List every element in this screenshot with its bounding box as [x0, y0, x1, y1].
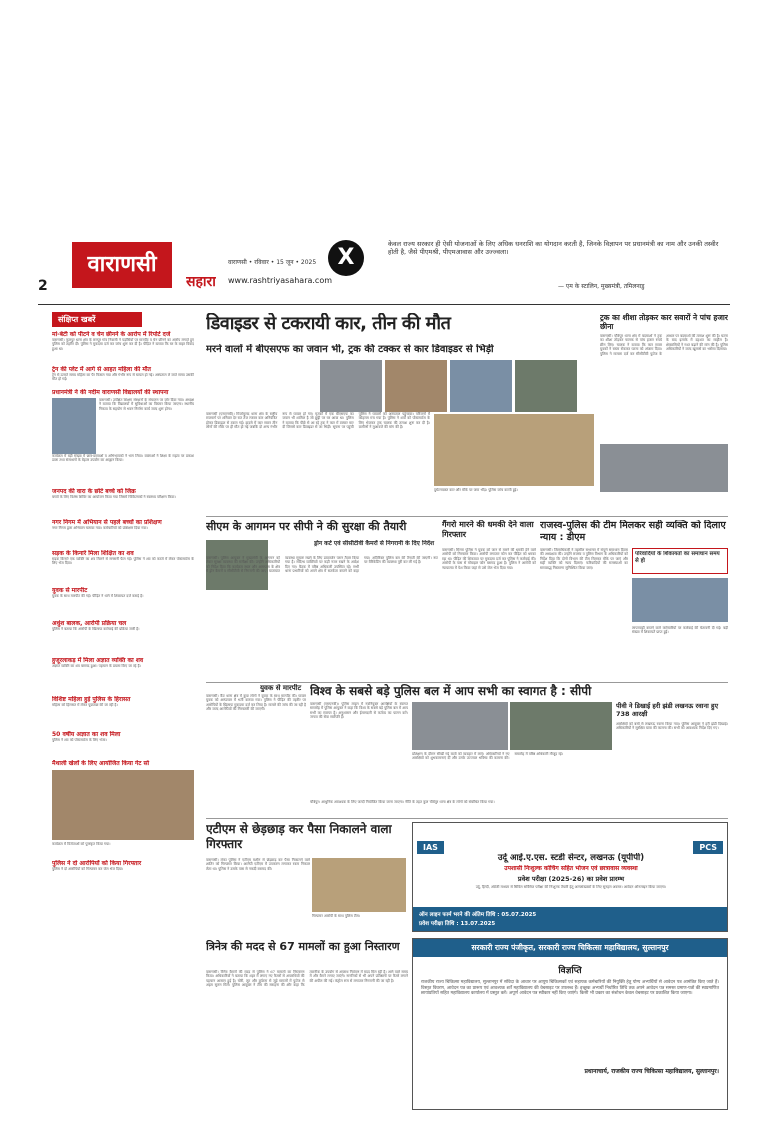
brief-text: पुलिस ने दो आरोपियों को गिरफ्तार कर जेल भेज दिया।: [52, 867, 124, 871]
story4-photo: [632, 578, 728, 622]
ad2-footer: प्रधानाचार्य, राजकीय राज्य चिकित्सा महाविद्यालय, सुल्तानपुर।: [584, 1068, 719, 1075]
side1-photo: [600, 444, 728, 492]
divider: [206, 682, 728, 683]
ad1-dates-band: [413, 907, 727, 931]
brief-photo: [52, 398, 96, 454]
story5-body: वाराणसी। कैंट थाना क्षेत्र में कुछ लोगों ने युवक के साथ मारपीट की। घायल युवक को अस्पताल में भर्ती कराया गया। पुलिस ने पीड़ित की तहरीर पर आरोपियों के खिलाफ मुकदमा दर्ज कर लिया है। मामले की जांच की जा रही है और जल्द आरोपियों की गिरफ्तारी की जाएगी।: [206, 694, 306, 712]
section-box: [72, 242, 172, 288]
brief-text: कार्यक्रम में विजेताओं को पुरस्कृत किया गया।: [52, 842, 111, 846]
brief-item: नगर निगम में अभियान से पहले बच्चों का प्रशिक्षण: [52, 519, 162, 526]
brief-text: बच्चों के लिए विशेष शिविर का आयोजन किया गया जिसमें चिकित्सकों ने स्वास्थ्य परीक्षण किया।: [52, 495, 176, 499]
brief-label-2: खबरें: [81, 315, 96, 324]
brief-item: 50 वर्षीय अज्ञात का शव मिला: [52, 731, 121, 738]
brief-text: कार्यक्रम में बड़ी संख्या में छात्र-छात्राओं व अभिभावकों ने भाग लिया। वक्ताओं ने शिक्षा के महत्व पर प्रकाश डाला तथा संसाधनों के बेहतर उपयोग का आह्वान किया।: [52, 454, 194, 463]
victim-photo: [450, 360, 512, 412]
lead-photo-row: [320, 360, 594, 412]
divider: [206, 516, 728, 517]
ad1-dates: ऑन लाइन फार्म भरने की अंतिम तिथि : 05.07.2025: [419, 912, 537, 918]
paper-logo: सहारा: [186, 274, 216, 290]
story8-body-a: वाराणसी। लंका पुलिस ने एटीएम मशीन से छेड़छाड़ कर पैसा निकालने वाले शातिर को गिरफ्तार किया। आरोपी एटीएम में उपकरण लगाकर रकम निकाल लेता था। पुलिस ने उसके पास से नकदी बरामद की।: [206, 858, 310, 871]
story4-body-a: वाराणसी। जिलाधिकारी ने तहसील सभागार में संपूर्ण समाधान दिवस की अध्यक्षता की। उन्होंने राजस्व व पुलिस विभाग के अधिकारियों को निर्देश दिया कि दोनों विभाग की टीम मिलकर मौके पर जाएं और सही व्यक्ति को न्याय दिलाएं। फरियादियों की समस्याओं का समयबद्ध निस्तारण सुनिश्चित किया जाए।: [540, 548, 628, 570]
brief-text: नगर निगम द्वारा अभियान चलाया गया। कर्मचारियों को प्रशिक्षण दिया गया।: [52, 526, 148, 530]
brief-photo-group: [52, 770, 194, 840]
x-logo-icon: X: [328, 240, 364, 276]
story2-subhead: ड्रोन कर्ट एवं सीसीटीवी कैमरों से निगरानी के दिए निर्देश: [314, 540, 435, 547]
lead-headline: डिवाइडर से टकरायी कार, तीन की मौत: [206, 313, 451, 334]
ad2-body: राजकीय राज्य चिकित्सा महाविद्यालय, सुल्तानपुर में संविदा के आधार पर आयुष चिकित्सकों एवं सहायक कर्मचारियों की नियुक्ति हेतु योग्य अभ्यर्थियों से आवेदन पत्र आमंत्रित किए जाते हैं। विस्तृत विवरण, आवेदन पत्र का प्रारूप एवं आवश्यक शर्तें महाविद्यालय की वेबसाइट पर उपलब्ध हैं। इच्छुक अभ्यर्थी निर्धारित तिथि तक अपने आवेदन पत्र समस्त प्रमाण-पत्रों की स्वप्रमाणित छायाप्रतियों सहित महाविद्यालय कार्यालय में प्रस्तुत करें। अपूर्ण आवेदन पत्र स्वीकार नहीं किए जाएंगे। किसी भी प्रकार का संशोधन केवल वेबसाइट पर प्रकाशित किया जाएगा।: [421, 980, 719, 997]
brief-item: युवक से मारपीट: [52, 587, 88, 594]
quote-text: केवल राज्य सरकार ही ऐसी योजनाओं के लिए अधिक धनराशि का योगदान करती है, जिनके विज्ञापन पर प्रधानमंत्री का नाम और उनकी तस्वीर होती है, जैसे पीएमश्री, पीएमआवास और उज्ज्वला।: [388, 240, 719, 256]
lead-subhead: मरने वालों में बीएसएफ का जवान भी, ट्रक की टक्कर से कार डिवाइडर से भिड़ी: [206, 344, 494, 355]
brief-label-1: संक्षिप्त: [58, 315, 79, 324]
story5-headline: युवक से मारपीट: [260, 684, 302, 692]
brief-item: पुलिस ने दो आरोपियों को किया गिरफ्तार: [52, 860, 142, 867]
ad1-line3: प्रवेश परीक्षा (2025-26) का प्रवेश प्रारम्भ: [517, 875, 625, 883]
brief-text: ट्रेन से उतरते समय महिला का पैर फिसल गया और गंभीर रूप से घायल हो गई। अस्पताल ले जाते समय उसकी मौत हो गई।: [52, 373, 194, 382]
brief-text: वाराणसी। फूलपुर थाना क्षेत्र के रामपुर गांव निवासी ने पड़ोसियों पर मारपीट व चेन छीनने का आरोप लगाते हुए पुलिस को तहरीर दी। पुलिस ने मुकदमा दर्ज कर जांच शुरू कर दी है। पीड़ित ने बताया कि घर के बाहर विवाद हुआ था।: [52, 338, 194, 351]
story4-body-b: लापरवाही बरतने वाले कर्मचारियों पर कार्रवाई की चेतावनी दी गई। बड़ी संख्या में शिकायतें प्राप्त हुईं।: [632, 626, 728, 635]
victim-photo: [320, 360, 382, 412]
story6-body-b: प्रशिक्षण के दौरान सीखी गई बातों को व्यवहार में लाएं। अधिकारियों ने नए आरक्षियों को शुभकामनाएं दीं और उनके उज्ज्वल भविष्य की कामना की। समारोह में वरिष्ठ अधिकारी मौजूद रहे।: [412, 752, 564, 761]
ad1-title: उर्दू आई.ए.एस. स्टडी सेन्टर, लखनऊ (यूपीपी): [497, 853, 645, 863]
brief-item: मां-बेटी को पीटने व चेन छीनने के आरोप में रिपोर्ट दर्ज: [52, 331, 171, 338]
story3-body: वाराणसी। सिगरा पुलिस ने युवक को जान से मारने की धमकी देने वाले आरोपी को गिरफ्तार किया। आरोपी लगातार फोन कर पीड़ित को धमका रहा था। पीड़ित की शिकायत पर मुकदमा दर्ज कर पुलिस ने कार्रवाई की। आरोपी के पास से मोबाइल फोन बरामद हुआ है। पुलिस ने आरोपी को न्यायालय में पेश किया जहां से उसे जेल भेज दिया गया।: [442, 548, 536, 570]
brief-item: प्रधानमंत्री ने की नदीम वाराणसी विद्यालयों की स्थापना: [52, 389, 169, 396]
ad1-ias-badge: IAS: [417, 841, 444, 854]
lead-body: वाराणसी (एसएनबी)। मिर्जामुराद थाना क्षेत्र के राष्ट्रीय राजमार्ग पर शनिवार देर रात तेज रफ्तार कार अनियंत्रित होकर डिवाइडर से टकरा गई। हादसे में कार सवार तीन लोगों की मौके पर ही मौत हो गई जबकि दो अन्य गंभीर रूप से घायल हो गए। मृतकों में एक बीएसएफ का जवान भी शामिल है जो छुट्टी पर घर आया था। पुलिस ने बताया कि पीछे से आ रहे ट्रक ने कार में टक्कर मार दी जिससे कार डिवाइडर से जा भिड़ी। सूचना पर पहुंची पुलिस ने घायलों को अस्पताल पहुंचाया। परिजनों में कोहराम मच गया है। पुलिस ने शवों को पोस्टमार्टम के लिए भेजकर ट्रक चालक की तलाश शुरू कर दी है। ग्रामीणों ने मुआवजे की मांग की है।: [206, 412, 430, 430]
quote-by: — एम के स्टालिन, मुख्यमंत्री, तमिलनाडु: [558, 283, 645, 290]
site-url[interactable]: www.rashtriyasahara.com: [228, 276, 333, 285]
masthead: [38, 238, 730, 308]
page-number: 2: [38, 278, 48, 294]
story8-photo: [312, 858, 406, 912]
story4-subhead-box: [632, 548, 728, 574]
side1-body: वाराणसी। चौबेपुर थाना क्षेत्र में बदमाशों ने ट्रक का शीशा तोड़कर चालक से पांच हजार रुपये छीन लिए। चालक ने बताया कि कार सवार युवकों ने रास्ता रोककर घटना को अंजाम दिया। पुलिस ने मामला दर्ज कर सीसीटीवी फुटेज के आधार पर बदमाशों की तलाश शुरू की है। घटना के बाद इलाके में दहशत का माहौल है। क्षेत्रवासियों ने गश्त बढ़ाने की मांग की है। पुलिस अधिकारियों ने जल्द खुलासे का भरोसा दिलाया।: [600, 334, 728, 356]
crash-photo: [434, 414, 594, 486]
ad2-title: सरकारी राज्य पंजीकृत, सरकारी राज्य चिकित्सा महाविद्यालय, सुल्तानपुर: [471, 943, 669, 952]
story9-body: वाराणसी। त्रिनेत्र कैमरों की मदद से पुलिस ने 67 मामलों का निस्तारण किया। अधिकारियों ने बताया कि शहर में लगाए गए कैमरों से अपराधियों की पहचान आसान हुई है। चोरी, लूट और दुर्घटना से जुड़े मामलों में फुटेज से अहम सुराग मिले। पुलिस आयुक्त ने टीम की सराहना की और कहा कि तकनीक के उपयोग से अपराध नियंत्रण में मदद मिल रही है। आने वाले समय में और कैमरे लगाए जाएंगे। नागरिकों से भी अपने प्रतिष्ठानों पर कैमरे लगाने की अपील की गई। कंट्रोल रूम से लगातार निगरानी की जा रही है।: [206, 970, 408, 988]
brief-label: [52, 312, 142, 327]
section-title: वाराणसी: [87, 252, 157, 277]
victim-photo: [515, 360, 577, 412]
brief-item: विशिष्ट महिला हुई पुलिस के हिरासत: [52, 696, 131, 703]
ad-urdu-study-centre: [412, 822, 728, 932]
brief-item: ट्रेन की प्लेट में आगे से आहत महिला की मौत: [52, 366, 151, 373]
story4-headline: राजस्व-पुलिस की टीम मिलकर सही व्यक्ति को दिलाए न्याय : डीएम: [540, 520, 726, 543]
brief-text: सड़क किनारे एक व्यक्ति का शव मिलने से सनसनी फैल गई। पुलिस ने शव को कब्जे में लेकर पोस्टमार्टम के लिए भेज दिया।: [52, 557, 194, 566]
ad1-body: उर्दू, हिन्दी, अंग्रेजी माध्यम से सिविल सर्विसेज परीक्षा की निःशुल्क तैयारी हेतु अल्पसंख्यकों के लिए सुनहरा अवसर। आवेदन ऑनलाइन किया जाएगा।: [475, 885, 667, 889]
ad2-title-band: [413, 939, 727, 957]
story4-subhead: परिवादियों के शिकायतों का समाधान समय से हो: [635, 551, 720, 564]
ad2-notice: विज्ञप्ति: [558, 966, 582, 976]
victim-photo: [385, 360, 447, 412]
crash-caption: दुर्घटनाग्रस्त कार और मौके पर जमा भीड़। पुलिस जांच करती हुई।: [434, 488, 518, 492]
brief-item: सड़क के किनारे मिला शिक्षित का शव: [52, 550, 134, 557]
brief-text: युवक के साथ मारपीट की गई। पीड़ित ने थाने में शिकायत दर्ज कराई है।: [52, 594, 144, 598]
brief-item: मैथाली खेलों के लिए आयोजित किया गेट सो: [52, 760, 150, 767]
story7-body: आरक्षियों को बसों से लखनऊ रवाना किया गया। पुलिस आयुक्त ने हरी झंडी दिखाई। अधिकारियों ने सुरक्षित यात्रा की कामना की। सभी को आवश्यक निर्देश दिए गए।: [616, 722, 728, 731]
ad-medical-college: [412, 938, 728, 1110]
ad1-pcs-badge: PCS: [693, 841, 723, 854]
story7-headline: पीवी ने डिखाई हरी झंडी लखनऊ रवाना हुए 738 आरक्षी: [616, 702, 719, 718]
brief-text: महिला को हिरासत में लेकर पूछताछ की जा रही है।: [52, 703, 118, 707]
edition-line: वाराणसी • रविवार • 15 जून • 2025: [228, 259, 317, 266]
brief-column: [52, 312, 194, 1112]
brief-text: अज्ञात व्यक्ति का शव बरामद हुआ। पहचान के प्रयास किए जा रहे हैं।: [52, 664, 141, 668]
story8-headline: एटीएम से छेड़छाड़ कर पैसा निकालने वाला गिरफ्तार: [206, 822, 392, 851]
story2-body: वाराणसी। पुलिस आयुक्त ने मुख्यमंत्री के आगमन को लेकर सुरक्षा व्यवस्था की समीक्षा की। उन्होंने अधिकारियों को निर्देश दिया कि कार्यक्रम स्थल और आसपास के क्षेत्र में ड्रोन कैमरों व सीसीटीवी से निगरानी की जाए। यातायात व्यवस्था सुचारु रखने के लिए डायवर्जन प्लान तैयार किया गया है। संदिग्ध व्यक्तियों पर कड़ी नजर रखने के आदेश दिए गए। बैठक में वरिष्ठ अधिकारी उपस्थित रहे। सभी थाना प्रभारियों को अपने क्षेत्र में सतर्कता बरतने को कहा गया। अतिरिक्त पुलिस बल की तैनाती की जाएगी। रूट पर बैरिकेडिंग की व्यवस्था पूरी कर ली गई है।: [206, 556, 438, 574]
ad1-subtitle: उपशासी निःशुल्क कोचिंग सहित भोजन एवं छात्रावास व्यवस्था: [504, 865, 638, 872]
story7-box: [616, 702, 728, 798]
story6-photo: [510, 702, 612, 750]
divider: [206, 818, 728, 819]
side1-headline: ट्रक का शीशा तोड़कर कार सवारों ने पांच हजार छीना: [600, 313, 728, 331]
brief-item: हुजूरलाकड़ में मिला अज्ञात व्यक्ति का शव: [52, 657, 144, 664]
brief-text: पुलिस ने शव को पोस्टमार्टम के लिए भेजा।: [52, 738, 107, 742]
brief-text: वाराणसी। उपेक्षित शिक्षण संस्थानों के संचालन पर जोर दिया गया। अध्यक्ष ने बताया कि विद्यालयों में सुविधाओं का विस्तार किया जाएगा। स्थानीय निकाय के सहयोग से भवन निर्माण कार्य जल्द शुरू होगा।: [99, 398, 194, 411]
ad1-exam: प्रवेश परीक्षा तिथि : 13.07.2025: [419, 921, 496, 927]
brief-text: पुलिस ने बताया कि आरोपी के खिलाफ कार्रवाई की प्रक्रिया जारी है।: [52, 627, 140, 631]
story-notice: चौबेपुर। आधुनिक आवश्यक के लिए जल्दी नियोजित किया जाना जाएगा। नीति के तहत कुल चौबेपुर थाना क्षेत्र के लोगों को संबोधित किया गया।: [310, 800, 495, 804]
masthead-rule: [38, 304, 730, 305]
story6-headline: विश्व के सबसे बड़े पुलिस बल में आप सभी का स्वागत है : सीपी: [310, 684, 592, 698]
story9-headline: त्रिनेत्र की मदद से 67 मामलों का हुआ निस्तारण: [206, 940, 400, 953]
story2-headline: सीएम के आगमन पर सीपी ने की सुरक्षा की तैयारी: [206, 520, 407, 533]
story3-headline: गैंगरो मारने की धमकी देने वाला गिरफ्तार: [442, 520, 534, 539]
story8-body-b: गिरफ्तार आरोपी के साथ पुलिस टीम।: [312, 914, 361, 918]
story6-photo: [412, 702, 508, 750]
story6-body-a: वाराणसी (एसएनबी)। पुलिस लाइन में नवनियुक्त आरक्षियों के स्वागत समारोह में पुलिस आयुक्त ने कहा कि विश्व के सबसे बड़े पुलिस बल में आप सभी का स्वागत है। अनुशासन और ईमानदारी से कर्तव्य का पालन करें। जनता की सेवा सर्वोपरि है।: [310, 702, 408, 720]
brief-item: अधुंश बालक, आरोपी प्रक्रिया चल: [52, 620, 127, 627]
brief-item: जनपद की वारा के छोटे बच्चे को जिक्र: [52, 488, 136, 495]
